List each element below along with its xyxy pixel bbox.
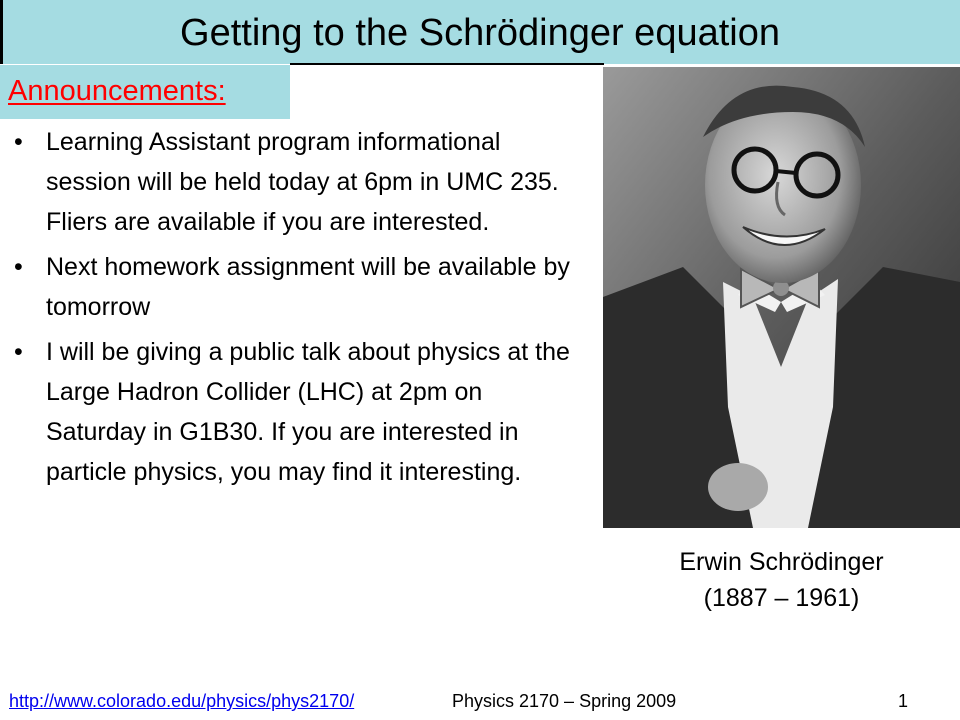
announcement-item — [0, 247, 575, 327]
caption-name: Erwin Schrödinger — [679, 548, 884, 576]
portrait-caption — [603, 544, 960, 616]
announcements-heading: Announcements: — [8, 75, 226, 107]
bullet-icon: • — [14, 253, 23, 281]
bullet-icon: • — [14, 338, 23, 366]
slide-title: Getting to the Schrödinger equation — [180, 12, 780, 54]
announcement-text: Learning Assistant program informational session will be held today at 6pm in UMC 235. Fliers are available if you are interested. — [46, 128, 559, 236]
caption-years: (1887 – 1961) — [703, 584, 860, 612]
announcement-text: Next homework assignment will be available by tomorrow — [46, 253, 570, 321]
title-underline-rule — [290, 63, 604, 65]
announcement-item — [0, 332, 575, 492]
hand — [708, 463, 768, 511]
announcement-item — [0, 122, 575, 242]
glasses-bridge — [776, 171, 796, 173]
announcement-list — [0, 122, 575, 497]
portrait-illustration — [603, 67, 960, 528]
bullet-icon: • — [14, 128, 23, 156]
page-number: 1 — [898, 691, 909, 711]
course-website-link[interactable]: http://www.colorado.edu/physics/phys2170/ — [9, 691, 355, 711]
footer-course-label: Physics 2170 – Spring 2009 — [452, 691, 677, 711]
announcement-text: I will be giving a public talk about physics at the Large Hadron Collider (LHC) at 2pm on Saturday in G1B30. If you are interested in particle physics, you may find it interesting. — [46, 338, 570, 486]
portrait-photo — [603, 67, 960, 528]
